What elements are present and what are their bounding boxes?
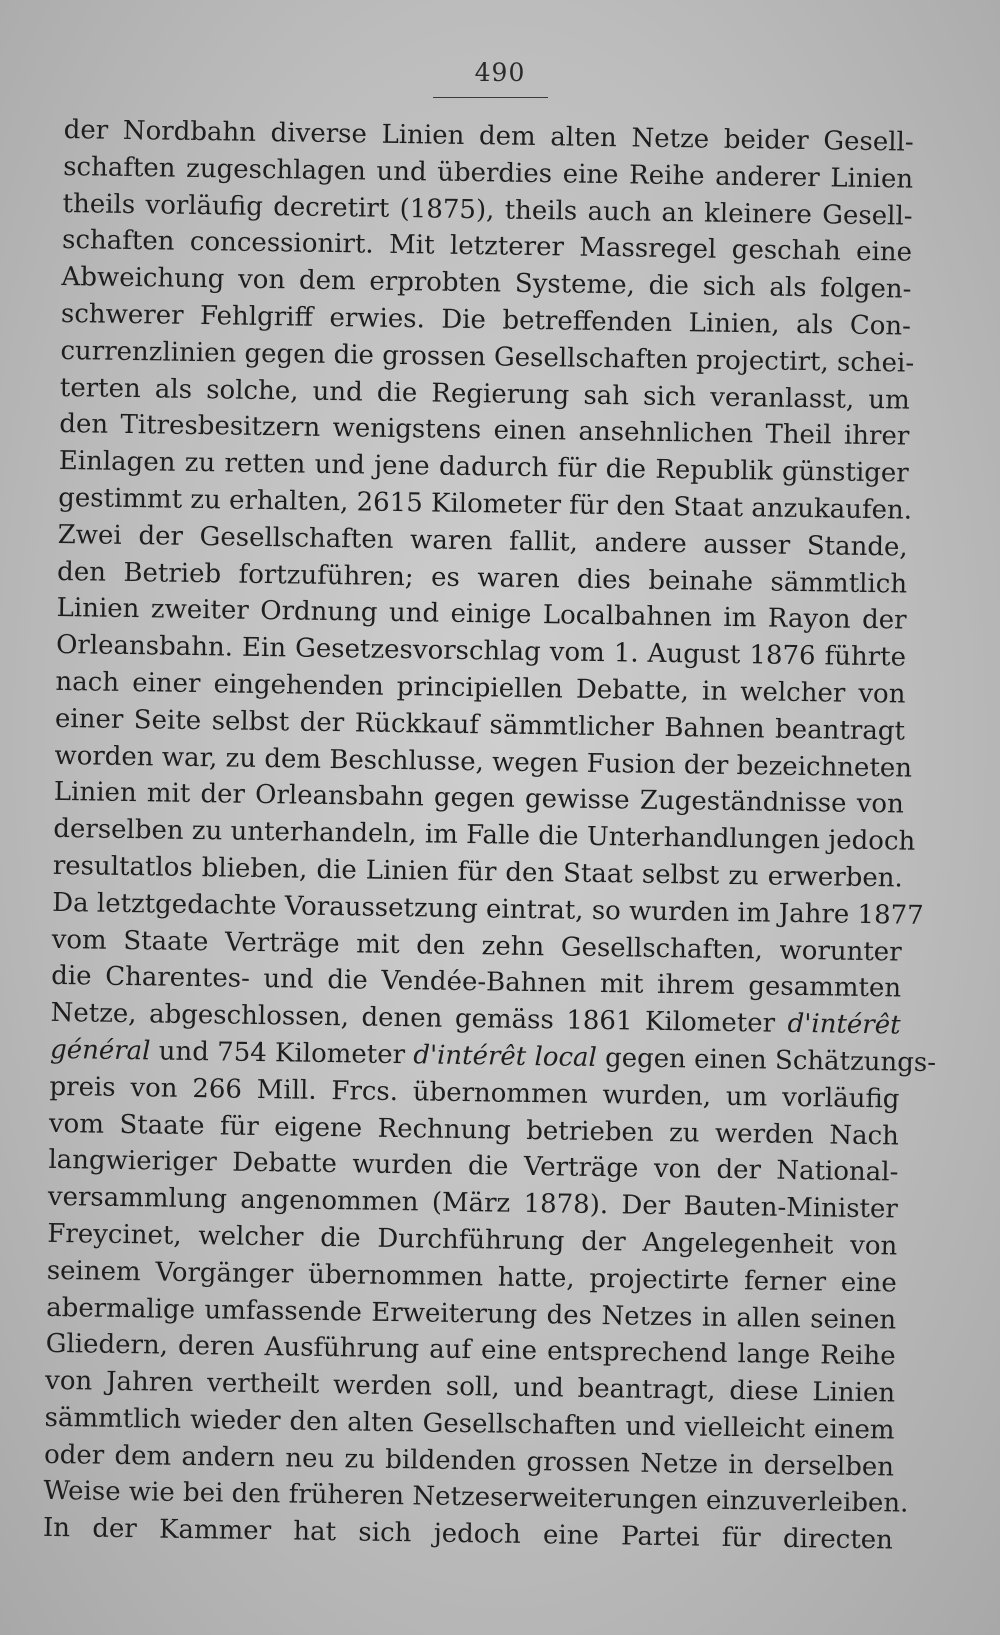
text-segment: Linien mit der Orleansbahn gegen gewisse Zugeständnisse von [53,777,905,820]
text-segment: resultatlos blieben, die Linien für den Staat selbst zu erwerben. [52,850,903,894]
text-segment: Zwei der Gesellschaften waren fallit, andere ausser Stande, [57,519,908,563]
text-segment: vom Staate Verträge mit den zehn Gesellschaften, worunter [51,924,902,968]
text-segment: versammlung angenommen (März 1878). Der Bauten-Minister [47,1181,899,1225]
text-segment: oder dem andern neu zu bildenden grossen Netze in derselben [43,1439,895,1483]
text-segment: seinem Vorgänger übernommen hatte, projectirte ferner eine [46,1255,897,1299]
text-segment: schaften zugeschlagen und überdies eine Reihe anderer Linien [62,151,914,195]
italic-text-segment: d'intérêt [787,1008,901,1041]
text-segment: gegen einen Schätzungs- [596,1042,937,1078]
text-segment: schaften concessionirt. Mit letzterer Massregel geschah eine [61,225,913,268]
text-segment: von Jahren vertheilt werden soll, und beantragt, diese Linien [44,1365,896,1409]
text-segment: Orleansbahn. Ein Gesetzesvorschlag vom 1. August 1876 führte [55,630,907,673]
text-segment: Netze, abgeschlossen, denen gemäss 1861 Kilometer [50,998,788,1039]
text-segment: den Titresbesitzern wenigstens einen ansehnlichen Theil ihrer [59,409,910,452]
text-segment: theils vorläufig decretirt (1875), theils auch an kleinere Gesell- [62,188,913,232]
text-segment: sämmtlich wieder den alten Gesellschaften und vielleicht einem [44,1402,895,1446]
italic-text-segment: d'intérêt local [413,1040,598,1073]
page-number: 490 [474,58,526,87]
text-segment: Einlagen zu retten und jene dadurch für die Republik günstiger [58,446,909,489]
text-segment: Freycinet, welcher die Durchführung der Angelegenheit von [47,1218,898,1262]
text-segment: preis von 266 Mill. Frcs. übernommen wurden, um vorläufig [49,1071,900,1115]
header-rule [433,97,548,98]
text-segment: den Betrieb fortzuführen; es waren dies beinahe sämmtlich [56,556,908,600]
text-segment: die Charentes- und die Vendée-Bahnen mit ihrem gesammten [50,961,902,1004]
text-segment: der Nordbahn diverse Linien dem alten Netze beider Gesell- [63,114,914,158]
text-segment: schwerer Fehlgriff erwies. Die betreffenden Linien, als Con- [60,298,912,342]
text-segment: Weise wie bei den früheren Netzeserweiterungen einzuverleiben. [43,1476,909,1520]
text-segment: In der Kammer hat sich jedoch eine Partei für directen [42,1513,894,1556]
text-segment: abermalige umfassende Erweiterung des Netzes in allen seinen [46,1292,897,1335]
text-segment: currenzlinien gegen die grossen Gesellschaften projectirt, schei- [60,335,915,379]
body-text [42,112,937,1560]
text-segment: Linien zweiter Ordnung und einige Localbahnen im Rayon der [56,593,907,636]
text-segment: nach einer eingehenden principiellen Debatte, in welcher von [55,666,906,710]
text-segment: Da letztgedachte Voraussetzung eintrat, so wurden im Jahre 1877 [52,887,924,931]
text-segment: Abweichung von dem erprobten Systeme, die sich als folgen- [61,262,912,305]
text-segment: terten als solche, und die Regierung sah sich veranlasst, um [59,372,911,416]
text-segment: und 754 Kilometer [150,1036,414,1071]
text-segment: langwieriger Debatte wurden die Verträge von der National- [48,1145,899,1188]
text-segment: derselben zu unterhandeln, im Falle die Unterhandlungen jedoch [53,814,916,857]
text-segment: Gliedern, deren Ausführung auf eine entsprechend lange Reihe [45,1329,896,1372]
text-segment: vom Staate für eigene Rechnung betrieben zu werden Nach [48,1108,900,1152]
text-segment: einer Seite selbst der Rückkauf sämmtlicher Bahnen beantragt [54,703,906,747]
italic-text-segment: général [49,1034,151,1067]
text-segment: worden war, zu dem Beschlusse, wegen Fusion der bezeichneten [54,740,913,784]
text-segment: gestimmt zu erhalten, 2615 Kilometer für den Staat anzukaufen. [58,482,913,526]
